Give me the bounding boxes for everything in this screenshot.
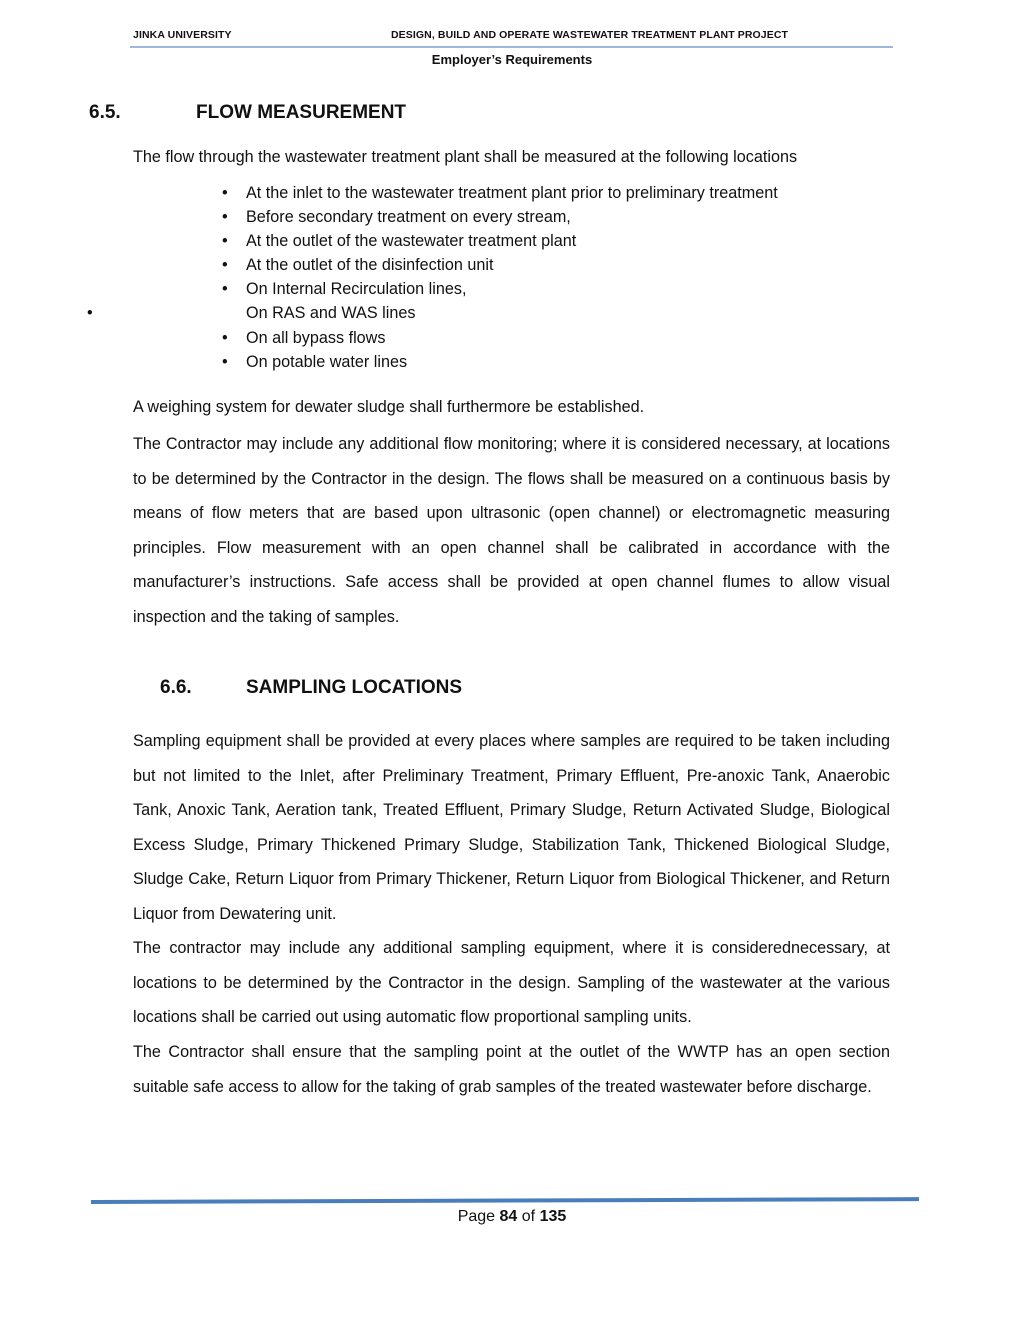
bullet-icon: •	[222, 280, 228, 299]
header-rule	[130, 46, 893, 48]
section-6-5-title: FLOW MEASUREMENT	[196, 102, 407, 123]
section-6-6-number: 6.6.	[160, 677, 192, 698]
header-right: DESIGN, BUILD AND OPERATE WASTEWATER TREATMENT PLANT PROJECT	[391, 29, 789, 41]
section-6-5-number: 6.5.	[89, 102, 121, 123]
sampling-paragraph-2: The contractor may include any additional sampling equipment, where it is considerednecessary, at locations to be determined by the Contractor in the design. Sampling of the wastewater at the various locations shall be carried out using automatic flow proportional sampling units.	[133, 939, 890, 1026]
flow-monitoring-paragraph: The Contractor may include any additional flow monitoring; where it is considered necessary, at locations to be determined by the Contractor in the design. The flows shall be measured on a continuous basis by means of flow meters that are based upon ultrasonic (open channel) or electromagnetic measuring principles. Flow measurement with an open channel shall be calibrated in accordance with the manufacturer’s instructions. Safe access shall be provided at open channel flumes to allow visual inspection and the taking of samples.	[133, 435, 890, 626]
weighing-paragraph: A weighing system for dewater sludge shall furthermore be established.	[133, 398, 645, 416]
total-pages: 135	[539, 1208, 567, 1225]
bullet-icon: •	[222, 352, 228, 371]
current-page: 84	[499, 1208, 518, 1225]
sampling-paragraph-1: Sampling equipment shall be provided at every places where samples are required to be taken including but not limited to the Inlet, after Preliminary Treatment, Primary Effluent, Pre-anoxic Tank, Anaerobic Tank, Anoxic Tank, Aeration tank, Treated Effluent, Primary Sludge, Return Activated Sludge, Biological Excess Sludge, Primary Thickened Primary Sludge, Stabilization Tank, Thickened Biological Sludge, Sludge Cake, Return Liquor from Primary Thickener, Return Liquor from Biological Thickener, and Return Liquor from Dewatering unit.	[133, 732, 890, 923]
bullet-icon: •	[222, 184, 228, 202]
footer-rule	[91, 1197, 919, 1204]
section-6-6-title: SAMPLING LOCATIONS	[246, 677, 463, 698]
stray-bullet: •	[87, 304, 93, 322]
sampling-paragraph-3: The Contractor shall ensure that the sampling point at the outlet of the WWTP has an open section suitable safe access to allow for the taking of grab samples of the treated wastewater before discharge.	[133, 1043, 890, 1096]
bullet-icon: •	[222, 256, 228, 275]
bullet-icon: •	[222, 328, 228, 347]
bullet-icon: •	[222, 208, 228, 227]
section-6-5-intro: The flow through the wastewater treatment plant shall be measured at the following locations	[133, 148, 798, 166]
header-left: JINKA UNIVERSITY	[133, 29, 232, 41]
page-number: Page 84 of 135	[457, 1208, 567, 1225]
header-subtitle: Employer’s Requirements	[431, 52, 593, 67]
bullet-icon: •	[222, 232, 228, 251]
